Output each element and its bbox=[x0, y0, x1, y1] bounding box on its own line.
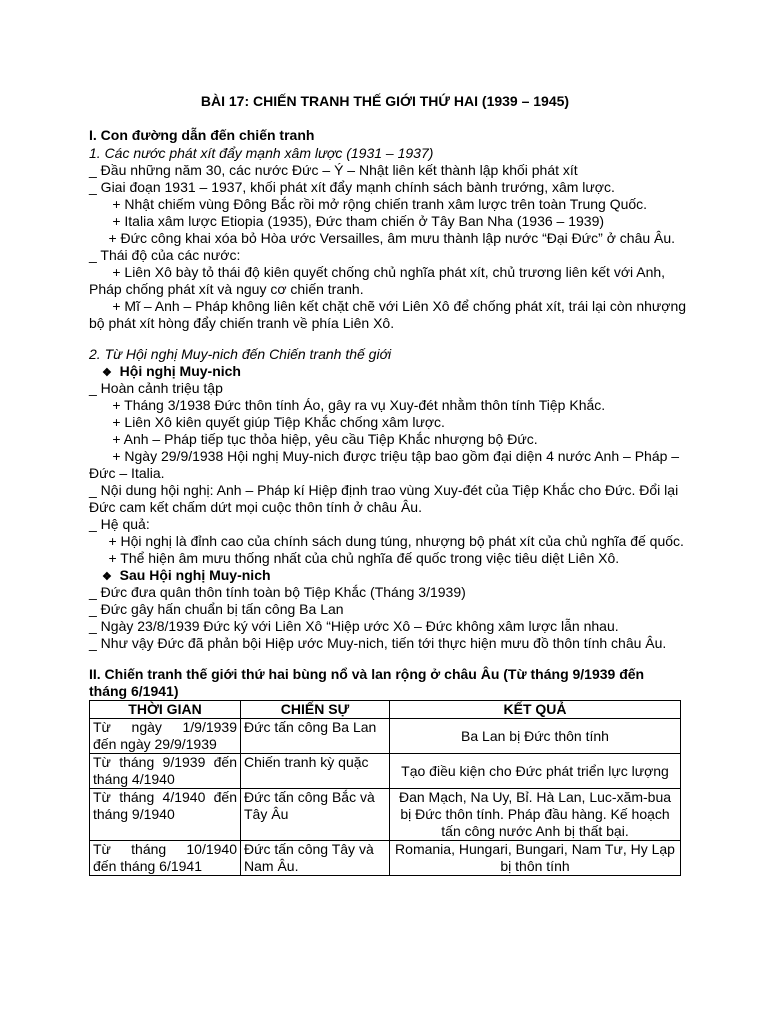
section2-heading-cont: tháng 6/1941) bbox=[89, 683, 179, 699]
page-title: BÀI 17: CHIẾN TRANH THẾ GIỚI THỨ HAI (1939 – 1945) bbox=[200, 93, 570, 109]
text-line: + Italia xâm lược Etiopia (1935), Đức tham chiến ở Tây Ban Nha (1936 – 1939) bbox=[89, 213, 605, 229]
subsection2-heading: 2. Từ Hội nghị Muy-nich đến Chiến tranh thế giới bbox=[89, 346, 392, 362]
text-line: _ Giai đoạn 1931 – 1937, khối phát xít đẩy mạnh chính sách bành trướng, xâm lược. bbox=[89, 179, 615, 195]
subsection1-heading: 1. Các nước phát xít đẩy mạnh xâm lược (1931 – 1937) bbox=[89, 145, 434, 161]
header-event: CHIẾN SỰ bbox=[241, 701, 390, 719]
text-line: _ Đức đưa quân thôn tính toàn bộ Tiệp Khắc (Tháng 3/1939) bbox=[89, 584, 466, 600]
events-table bbox=[89, 700, 681, 876]
cell-event: Chiến tranh kỳ quặc bbox=[241, 754, 390, 789]
time-line: tháng 4/1940 bbox=[93, 771, 175, 787]
text-line: _ Thái độ của các nước: bbox=[89, 247, 241, 263]
text-line: _ Đức gây hấn chuẩn bị tấn công Ba Lan bbox=[89, 601, 344, 617]
text-line: + Tháng 3/1938 Đức thôn tính Áo, gây ra vụ Xuy-đét nhằm thôn tính Tiệp Khắc. bbox=[89, 397, 606, 413]
cell-event: Đức tấn công Ba Lan bbox=[241, 719, 390, 754]
table-header-row bbox=[90, 701, 681, 719]
text-line: + Đức công khai xóa bỏ Hòa ước Versailles, âm mưu thành lập nước “Đại Đức” ở châu Âu. bbox=[89, 230, 676, 246]
text-line: _ Đầu những năm 30, các nước Đức – Ý – Nhật liên kết thành lập khối phát xít bbox=[89, 162, 578, 178]
header-time: THỜI GIAN bbox=[90, 701, 241, 719]
cell-time bbox=[90, 754, 241, 789]
text-line: + Mĩ – Anh – Pháp không liên kết chặt chẽ với Liên Xô để chống phát xít, trái lại còn nhượng bbox=[89, 298, 687, 314]
diamond-bullet-icon: ❖ bbox=[102, 571, 112, 583]
table-row bbox=[90, 789, 681, 841]
text-line: Đức cam kết chấm dứt mọi cuộc thôn tính ở châu Âu. bbox=[89, 499, 422, 515]
time-line: Từ ngày 1/9/1939 bbox=[93, 719, 237, 735]
table-row bbox=[90, 754, 681, 789]
text-line: Đức – Italia. bbox=[89, 465, 165, 481]
cell-time bbox=[90, 789, 241, 841]
text-line: _ Nội dung hội nghị: Anh – Pháp kí Hiệp định trao vùng Xuy-đét của Tiệp Khắc cho Đức. Đổi lại bbox=[89, 482, 679, 498]
cell-result: Đan Mạch, Na Uy, Bỉ. Hà Lan, Luc-xăm-bua bị Đức thôn tính. Pháp đầu hàng. Kế hoạch tấn công nước Anh bị thất bại. bbox=[390, 789, 681, 841]
time-line: tháng 9/1940 bbox=[93, 806, 175, 822]
cell-result: Romania, Hungari, Bungari, Nam Tư, Hy Lạp bị thôn tính bbox=[390, 841, 681, 876]
section1-heading: I. Con đường dẫn đến chiến tranh bbox=[89, 127, 315, 143]
text-line: _ Ngày 23/8/1939 Đức ký với Liên Xô “Hiệp ước Xô – Đức không xâm lược lẫn nhau. bbox=[89, 618, 619, 634]
text-line: + Nhật chiếm vùng Đông Bắc rồi mở rộng chiến tranh xâm lược trên toàn Trung Quốc. bbox=[89, 196, 648, 212]
text-line: + Anh – Pháp tiếp tục thỏa hiệp, yêu cầu Tiệp Khắc nhượng bộ Đức. bbox=[89, 431, 538, 447]
text-line: + Ngày 29/9/1938 Hội nghị Muy-nich được triệu tập bao gồm đại diện 4 nước Anh – Pháp – bbox=[89, 448, 680, 464]
text-line: Pháp chống phát xít và nguy cơ chiến tranh. bbox=[89, 281, 364, 297]
time-line: đến ngày 29/9/1939 bbox=[93, 736, 217, 752]
text-line: + Hội nghị là đỉnh cao của chính sách dung túng, nhượng bộ phát xít của chủ nghĩa đế quốc. bbox=[89, 533, 684, 549]
text-line: + Liên Xô kiên quyết giúp Tiệp Khắc chống xâm lược. bbox=[89, 414, 445, 430]
text-line: + Liên Xô bày tỏ thái độ kiên quyết chống chủ nghĩa phát xít, chủ trương liên kết với Anh, bbox=[89, 264, 666, 280]
diamond-bullet-icon: ❖ bbox=[102, 367, 112, 379]
cell-result: Ba Lan bị Đức thôn tính bbox=[390, 719, 681, 754]
text-line: bộ phát xít hòng đẩy chiến tranh về phía Liên Xô. bbox=[89, 315, 395, 331]
header-result: KẾT QUẢ bbox=[390, 701, 681, 719]
cell-time bbox=[90, 841, 241, 876]
text-line: _ Hệ quả: bbox=[89, 516, 150, 532]
text-line: _ Như vậy Đức đã phản bội Hiệp ước Muy-nich, tiến tới thực hiện mưu đồ thôn tính châu Âu. bbox=[89, 635, 667, 651]
table-row bbox=[90, 719, 681, 754]
time-line: đến tháng 6/1941 bbox=[93, 858, 202, 874]
cell-result: Tạo điều kiện cho Đức phát triển lực lượng bbox=[390, 754, 681, 789]
time-line: Từ tháng 4/1940 đến bbox=[93, 789, 237, 805]
text-line: _ Hoàn cảnh triệu tập bbox=[89, 380, 223, 396]
time-line: Từ tháng 10/1940 bbox=[93, 841, 237, 857]
cell-event: Đức tấn công Tây và Nam Âu. bbox=[241, 841, 390, 876]
muynich-heading-label: Hội nghị Muy-nich bbox=[119, 363, 241, 379]
cell-time bbox=[90, 719, 241, 754]
cell-event: Đức tấn công Bắc và Tây Âu bbox=[241, 789, 390, 841]
sau-muynich-heading-label: Sau Hội nghị Muy-nich bbox=[119, 567, 271, 583]
section2-heading: II. Chiến tranh thế giới thứ hai bùng nổ và lan rộng ở châu Âu (Từ tháng 9/1939 đến bbox=[89, 666, 645, 682]
text-line: + Thể hiện âm mưu thống nhất của chủ nghĩa đế quốc trong việc tiêu diệt Liên Xô. bbox=[89, 550, 620, 566]
time-line: Từ tháng 9/1939 đến bbox=[93, 754, 237, 770]
table-row bbox=[90, 841, 681, 876]
